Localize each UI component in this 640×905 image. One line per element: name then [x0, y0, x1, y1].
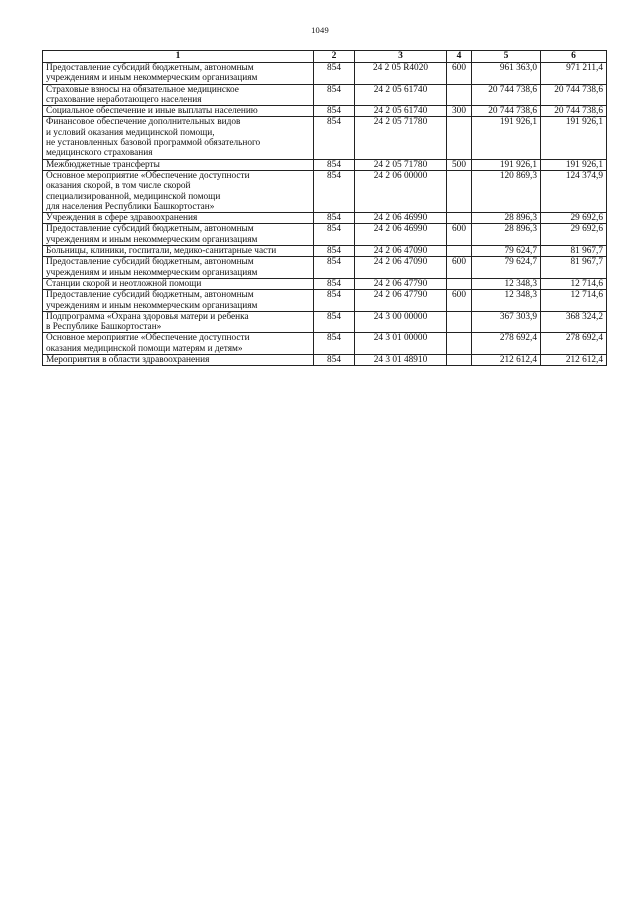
chapter-code-cell: 854: [314, 290, 355, 312]
target-article-cell: 24 3 01 00000: [355, 333, 447, 355]
chapter-code-cell: 854: [314, 63, 355, 85]
target-article-cell: 24 3 00 00000: [355, 311, 447, 333]
amount-year2-cell: 191 926,1: [541, 159, 607, 170]
column-header: 2: [314, 51, 355, 63]
expense-type-cell: [447, 278, 472, 289]
expense-type-cell: [447, 246, 472, 257]
amount-year2-cell: 971 211,4: [541, 63, 607, 85]
amount-year2-cell: 29 692,6: [541, 224, 607, 246]
amount-year2-cell: 124 374,9: [541, 170, 607, 212]
row-name-cell: Предоставление субсидий бюджетным, автономным учреждениям и иным некоммерческим организациям: [43, 63, 314, 85]
table-row: [43, 246, 607, 257]
expense-type-cell: [447, 333, 472, 355]
target-article-cell: 24 3 01 48910: [355, 355, 447, 366]
amount-year1-cell: 79 624,7: [472, 257, 541, 279]
chapter-code-cell: 854: [314, 170, 355, 212]
target-article-cell: 24 2 05 R4020: [355, 63, 447, 85]
chapter-code-cell: 854: [314, 159, 355, 170]
target-article-cell: 24 2 06 00000: [355, 170, 447, 212]
amount-year1-cell: 28 896,3: [472, 224, 541, 246]
column-header: 5: [472, 51, 541, 63]
amount-year2-cell: 81 967,7: [541, 257, 607, 279]
chapter-code-cell: 854: [314, 278, 355, 289]
target-article-cell: 24 2 05 71780: [355, 159, 447, 170]
chapter-code-cell: 854: [314, 246, 355, 257]
row-name-cell: Финансовое обеспечение дополнительных видов и условий оказания медицинской помощи, не установленных базовой программой обязательного медицинского страхования: [43, 117, 314, 159]
table-row: [43, 84, 607, 106]
table-row: [43, 278, 607, 289]
column-header: 1: [43, 51, 314, 63]
table-row: [43, 311, 607, 333]
table-row: [43, 355, 607, 366]
amount-year2-cell: 29 692,6: [541, 213, 607, 224]
row-name-cell: Подпрограмма «Охрана здоровья матери и ребенка в Республике Башкортостан»: [43, 311, 314, 333]
expense-type-cell: [447, 355, 472, 366]
chapter-code-cell: 854: [314, 311, 355, 333]
expense-type-cell: 500: [447, 159, 472, 170]
amount-year1-cell: 79 624,7: [472, 246, 541, 257]
expense-type-cell: 600: [447, 257, 472, 279]
row-name-cell: Предоставление субсидий бюджетным, автономным учреждениям и иным некоммерческим организациям: [43, 257, 314, 279]
column-header: 4: [447, 51, 472, 63]
table-body: [43, 63, 607, 366]
expense-type-cell: 600: [447, 63, 472, 85]
table-row: [43, 117, 607, 159]
expense-type-cell: [447, 213, 472, 224]
row-name-cell: Основное мероприятие «Обеспечение доступности оказания скорой, в том числе скорой специализированной, медицинской помощи для населения Республики Башкортостан»: [43, 170, 314, 212]
amount-year1-cell: 191 926,1: [472, 117, 541, 159]
table-row: [43, 257, 607, 279]
expense-type-cell: [447, 117, 472, 159]
column-header: 6: [541, 51, 607, 63]
amount-year2-cell: 20 744 738,6: [541, 106, 607, 117]
table-row: [43, 290, 607, 312]
amount-year1-cell: 212 612,4: [472, 355, 541, 366]
row-name-cell: Основное мероприятие «Обеспечение доступности оказания медицинской помощи матерям и детям»: [43, 333, 314, 355]
amount-year2-cell: 368 324,2: [541, 311, 607, 333]
chapter-code-cell: 854: [314, 117, 355, 159]
target-article-cell: 24 2 05 61740: [355, 106, 447, 117]
row-name-cell: Мероприятия в области здравоохранения: [43, 355, 314, 366]
amount-year1-cell: 191 926,1: [472, 159, 541, 170]
chapter-code-cell: 854: [314, 333, 355, 355]
amount-year1-cell: 12 348,3: [472, 278, 541, 289]
expense-type-cell: 600: [447, 290, 472, 312]
expense-type-cell: 600: [447, 224, 472, 246]
page-number: 1049: [311, 25, 329, 35]
amount-year2-cell: 12 714,6: [541, 290, 607, 312]
amount-year1-cell: 961 363,0: [472, 63, 541, 85]
chapter-code-cell: 854: [314, 355, 355, 366]
target-article-cell: 24 2 06 47790: [355, 278, 447, 289]
table-row: [43, 106, 607, 117]
chapter-code-cell: 854: [314, 224, 355, 246]
amount-year1-cell: 120 869,3: [472, 170, 541, 212]
expense-type-cell: [447, 170, 472, 212]
table-row: [43, 224, 607, 246]
target-article-cell: 24 2 05 71780: [355, 117, 447, 159]
amount-year2-cell: 278 692,4: [541, 333, 607, 355]
row-name-cell: Учреждения в сфере здравоохранения: [43, 213, 314, 224]
row-name-cell: Социальное обеспечение и иные выплаты населению: [43, 106, 314, 117]
table-row: [43, 333, 607, 355]
row-name-cell: Больницы, клиники, госпитали, медико-санитарные части: [43, 246, 314, 257]
target-article-cell: 24 2 06 46990: [355, 213, 447, 224]
amount-year2-cell: 212 612,4: [541, 355, 607, 366]
target-article-cell: 24 2 06 47090: [355, 246, 447, 257]
table-row: [43, 63, 607, 85]
column-header: 3: [355, 51, 447, 63]
row-name-cell: Предоставление субсидий бюджетным, автономным учреждениям и иным некоммерческим организациям: [43, 224, 314, 246]
target-article-cell: 24 2 05 61740: [355, 84, 447, 106]
table-row: [43, 170, 607, 212]
chapter-code-cell: 854: [314, 213, 355, 224]
chapter-code-cell: 854: [314, 257, 355, 279]
budget-table: [42, 50, 607, 366]
expense-type-cell: [447, 84, 472, 106]
target-article-cell: 24 2 06 46990: [355, 224, 447, 246]
table-row: [43, 213, 607, 224]
expense-type-cell: 300: [447, 106, 472, 117]
chapter-code-cell: 854: [314, 84, 355, 106]
chapter-code-cell: 854: [314, 106, 355, 117]
row-name-cell: Предоставление субсидий бюджетным, автономным учреждениям и иным некоммерческим организациям: [43, 290, 314, 312]
table-header-row: [43, 51, 607, 63]
expense-type-cell: [447, 311, 472, 333]
table-row: [43, 159, 607, 170]
target-article-cell: 24 2 06 47090: [355, 257, 447, 279]
amount-year1-cell: 28 896,3: [472, 213, 541, 224]
amount-year2-cell: 81 967,7: [541, 246, 607, 257]
amount-year1-cell: 20 744 738,6: [472, 106, 541, 117]
amount-year1-cell: 278 692,4: [472, 333, 541, 355]
row-name-cell: Станции скорой и неотложной помощи: [43, 278, 314, 289]
target-article-cell: 24 2 06 47790: [355, 290, 447, 312]
amount-year2-cell: 12 714,6: [541, 278, 607, 289]
amount-year1-cell: 20 744 738,6: [472, 84, 541, 106]
row-name-cell: Страховые взносы на обязательное медицинское страхование неработающего населения: [43, 84, 314, 106]
amount-year1-cell: 367 303,9: [472, 311, 541, 333]
amount-year2-cell: 20 744 738,6: [541, 84, 607, 106]
amount-year2-cell: 191 926,1: [541, 117, 607, 159]
amount-year1-cell: 12 348,3: [472, 290, 541, 312]
row-name-cell: Межбюджетные трансферты: [43, 159, 314, 170]
